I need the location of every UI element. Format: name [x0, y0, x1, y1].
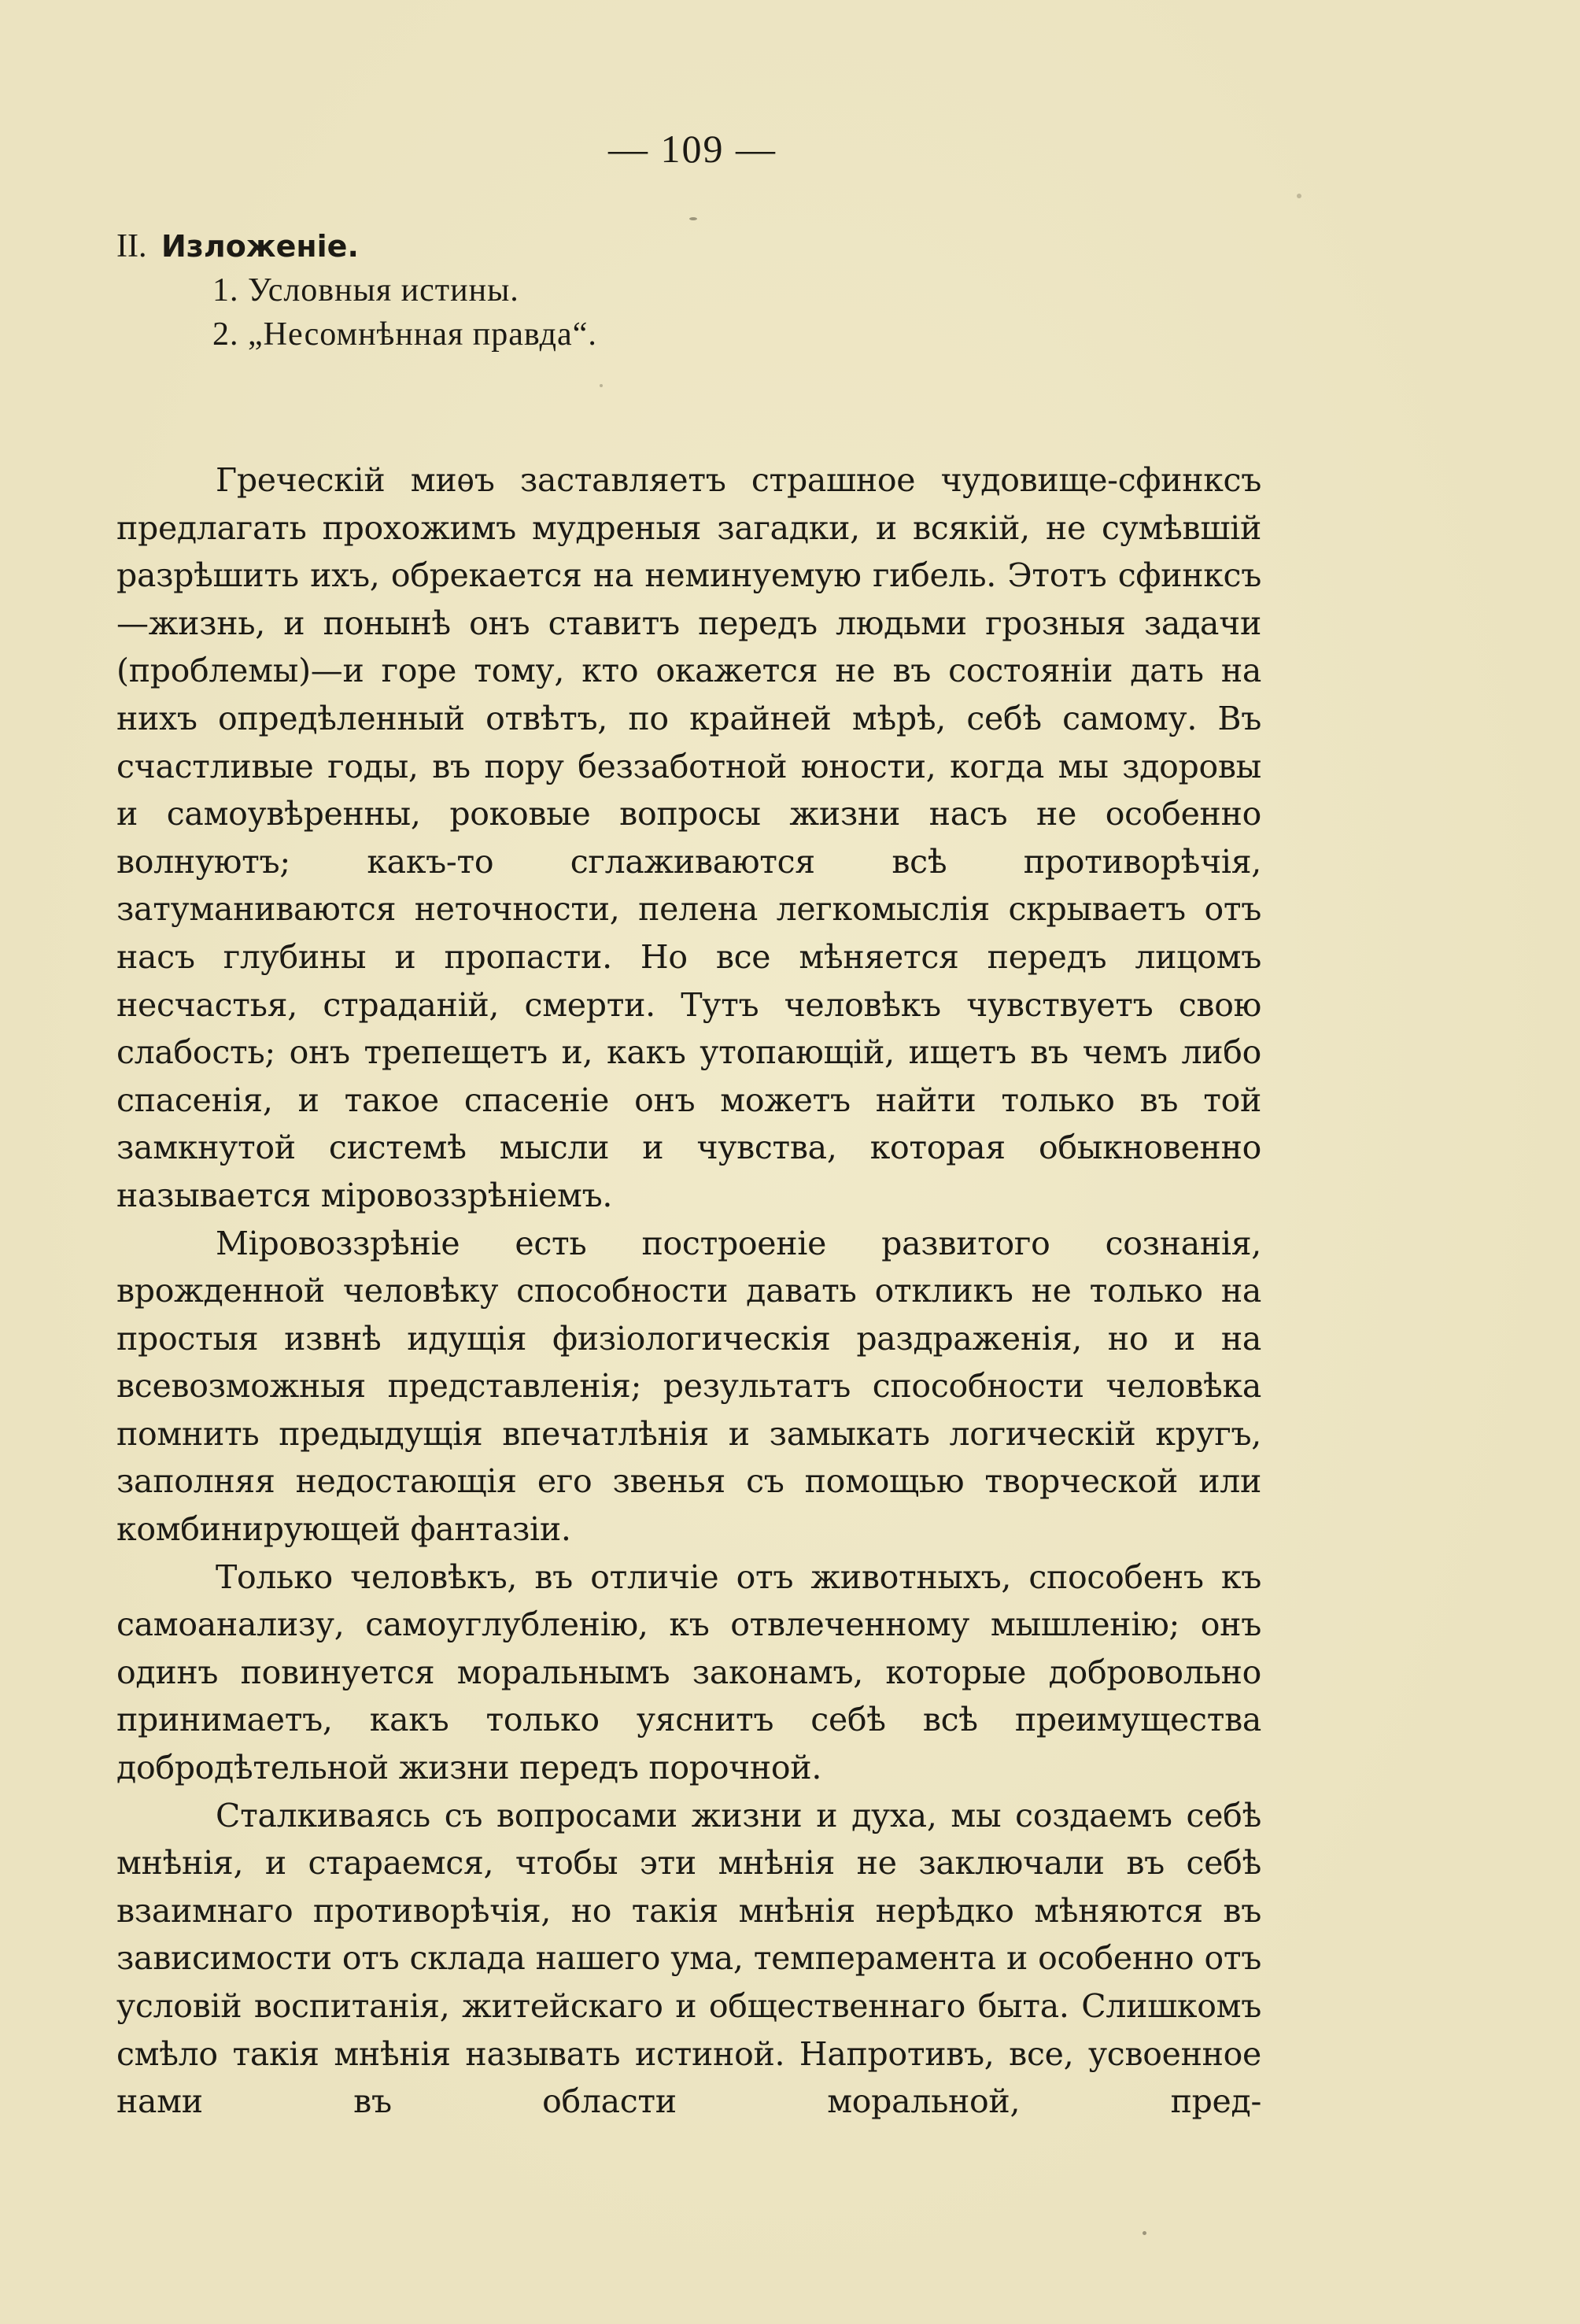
section-number: II.: [116, 228, 147, 264]
paragraph: Мiровоззрѣнiе есть построенiе развитого сознанiя, врожденной человѣку способности давать откликъ не только на простыя извнѣ идущiя физiологическiя раздраженiя, но и на всевозможныя представленiя; результатъ способности человѣка помнить предыдущiя впечатлѣнiя и замыкать логическiй кругъ, заполняя недостающiя его звенья съ помощью творческой или комбинирующей фантазiи.: [116, 1224, 1261, 1549]
paragraph: Сталкиваясь съ вопросами жизни и духа, мы создаемъ себѣ мнѣнiя, и стараемся, чтобы эти мнѣнiя не заключали въ себѣ взаимнаго противорѣчiя, но такiя мнѣнiя нерѣдко мѣняются въ зависимости отъ склада нашего ума, темперамента и особенно отъ условiй воспитанiя, житейскаго и общественнаго быта. Слишкомъ смѣло такiя мнѣнiя называть истиной. Напротивъ, все, усвоенное нами въ области моральной, пред-: [116, 1796, 1261, 2121]
body-text: [116, 456, 1261, 2126]
paragraph: Греческiй миѳъ заставляетъ страшное чудовище-сфинксъ предлагать прохожимъ мудреныя загадки, и всякiй, не сумѣвшiй разрѣшить ихъ, обрекается на неминуемую гибель. Этотъ сфинксъ—жизнь, и понынѣ онъ ставитъ передъ людьми грозныя задачи (проблемы)—и горе тому, кто окажется не въ состоянiи дать на нихъ опредѣленный отвѣтъ, по крайней мѣрѣ, себѣ самому. Въ счастливые годы, въ пору беззаботной юности, когда мы здоровы и самоувѣренны, роковые вопросы жизни насъ не особенно волнуютъ; какъ-то сглаживаются всѣ противорѣчiя, затуманиваются неточности, пелена легкомыслiя скрываетъ отъ насъ глубины и пропасти. Но все мѣняется передъ лицомъ несчастья, страданiй, смерти. Тутъ человѣкъ чувствуетъ свою слабость; онъ трепещетъ и, какъ утопающiй, ищетъ въ чемъ либо спасенiя, и такое спасенiе онъ можетъ найти только въ той замкнутой системѣ мысли и чувства, которая обыкновенно называется мiровоззрѣнiемъ.: [116, 461, 1261, 1214]
speck: [1143, 2231, 1146, 2235]
section-title: Изложенiе.: [161, 229, 359, 264]
speck: [689, 217, 697, 220]
speck: [1297, 194, 1301, 198]
paragraph: Только человѣкъ, въ отличiе отъ животныхъ, способенъ къ самоанализу, самоуглубленiю, къ отвлеченному мышленiю; онъ одинъ повинуется моральнымъ законамъ, которые добровольно принимаетъ, какъ только уяснитъ себѣ всѣ преимущества добродѣтельной жизни передъ порочной.: [116, 1557, 1261, 1787]
outline-item: 1. Условныя истины.: [212, 272, 519, 309]
outline-item: 2. „Несомнѣнная правда“.: [212, 316, 597, 353]
speck: [600, 384, 603, 387]
section-heading: [116, 224, 597, 268]
section-outline: [116, 224, 597, 357]
page-number: — 109 —: [608, 127, 777, 171]
